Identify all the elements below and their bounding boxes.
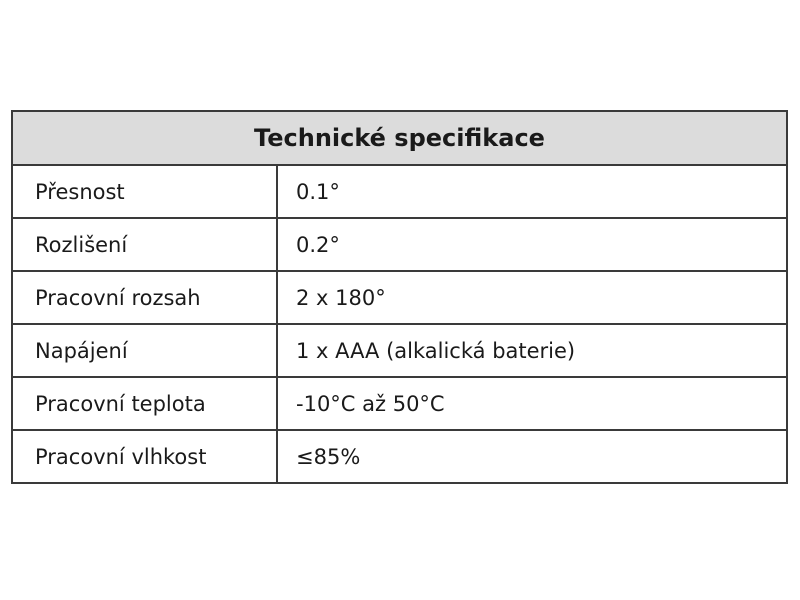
table-row bbox=[12, 377, 787, 430]
spec-value: 1 x AAA (alkalická baterie) bbox=[277, 324, 787, 377]
spec-label: Pracovní rozsah bbox=[12, 271, 277, 324]
table-row bbox=[12, 430, 787, 483]
table-row bbox=[12, 165, 787, 218]
table-row bbox=[12, 324, 787, 377]
spec-table bbox=[11, 110, 788, 484]
spec-value: -10°C až 50°C bbox=[277, 377, 787, 430]
spec-label: Přesnost bbox=[12, 165, 277, 218]
table-row bbox=[12, 271, 787, 324]
spec-label: Rozlišení bbox=[12, 218, 277, 271]
table-row bbox=[12, 218, 787, 271]
spec-value: 2 x 180° bbox=[277, 271, 787, 324]
spec-value: 0.1° bbox=[277, 165, 787, 218]
spec-label: Pracovní vlhkost bbox=[12, 430, 277, 483]
table-title: Technické specifikace bbox=[12, 111, 787, 165]
spec-label: Pracovní teplota bbox=[12, 377, 277, 430]
spec-label: Napájení bbox=[12, 324, 277, 377]
spec-value: 0.2° bbox=[277, 218, 787, 271]
spec-value: ≤85% bbox=[277, 430, 787, 483]
table-header-row bbox=[12, 111, 787, 165]
